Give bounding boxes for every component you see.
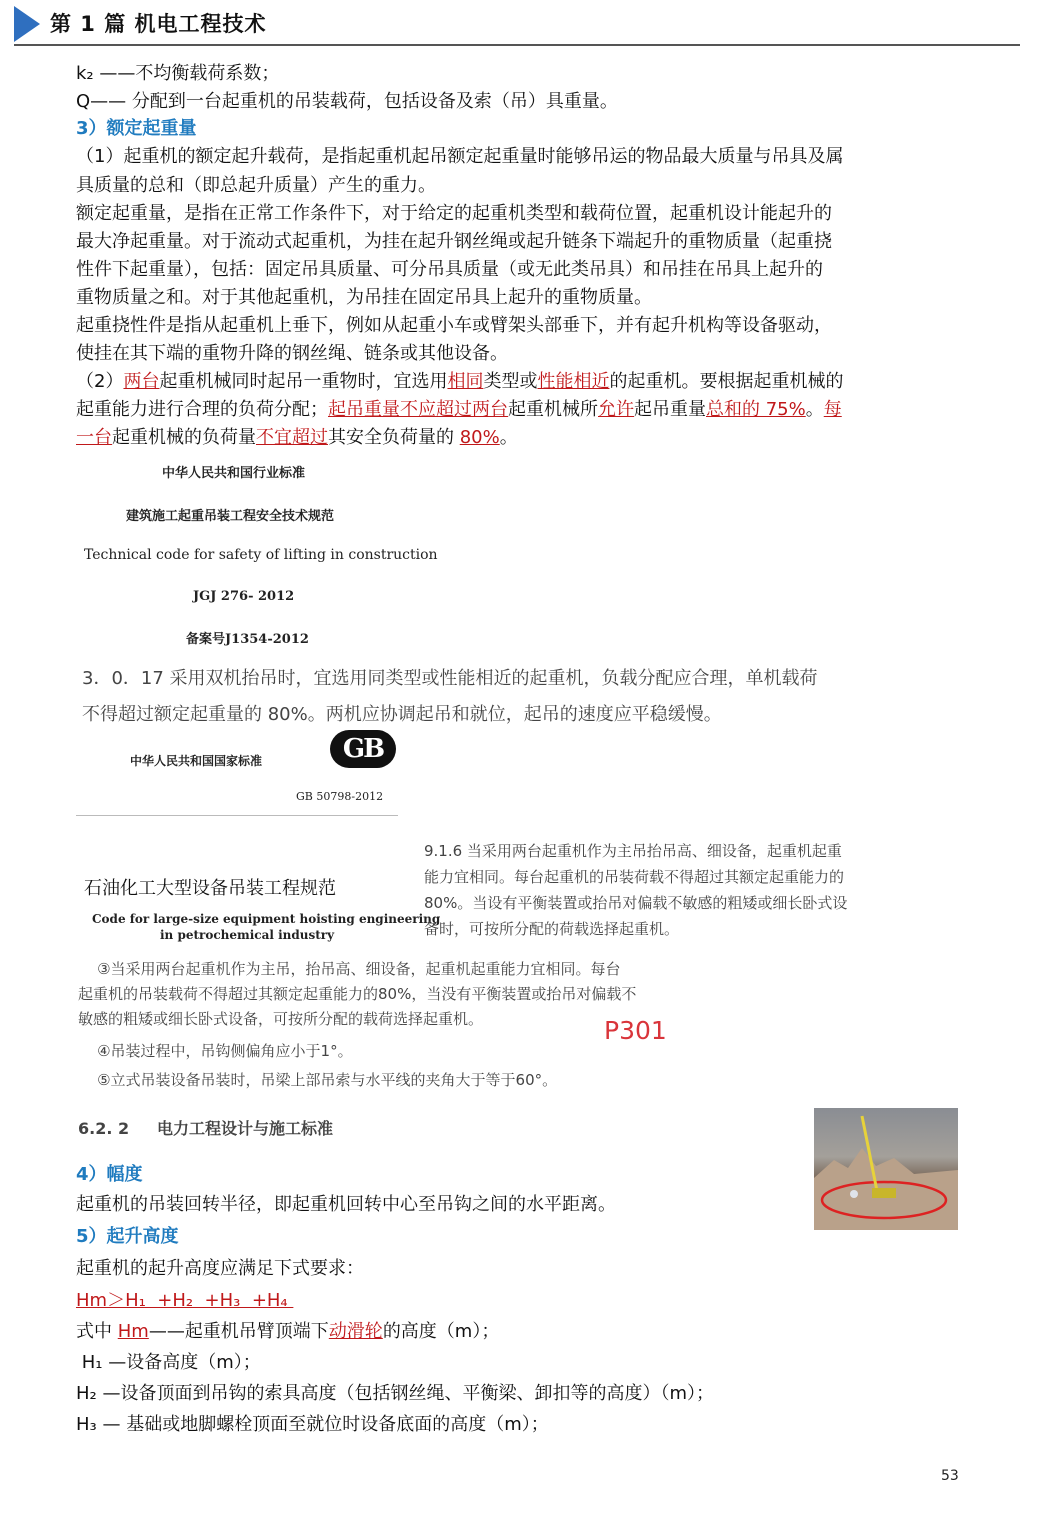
gb-logo: GB: [330, 730, 396, 768]
k2-definition: k₂ ——不均衡载荷系数；: [76, 63, 280, 84]
page-reference: P301: [604, 1016, 667, 1045]
paragraph-line: 重物质量之和。对于其他起重机，为吊挂在固定吊具上起升的重物质量。: [76, 287, 652, 308]
gb-english-title: in petrochemical industry: [160, 928, 335, 942]
formula-definition: 式中 Hm——起重机吊臂顶端下动滑轮的高度（m）；: [76, 1321, 500, 1342]
gb-divider: [76, 815, 398, 816]
book-excerpt-line: 敏感的粗矮或细长卧式设备，可按所分配的载荷选择起重机。: [78, 1010, 484, 1028]
lift-height-formula: Hm＞H₁ +H₂ +H₃ +H₄: [76, 1290, 294, 1311]
section-5-text: 起重机的起升高度应满足下式要求：: [76, 1258, 364, 1279]
paragraph-line: 使挂在其下端的重物升降的钢丝绳、链条或其他设备。: [76, 343, 508, 364]
highlight-text: 两台: [123, 371, 160, 392]
jgj-record-number: 备案号J1354-2012: [186, 632, 309, 647]
highlight-text: Hm: [117, 1321, 149, 1342]
jgj-title-1: 中华人民共和国行业标准: [162, 466, 306, 481]
section-3-title: 3）额定起重量: [76, 118, 197, 139]
paragraph-2-line-2: 起重能力进行合理的负荷分配；起吊重量不应超过两台起重机械所允许起吊重量总和的 75%。每: [76, 399, 842, 420]
paragraph-line: 额定起重量，是指在正常工作条件下，对于给定的起重机类型和载荷位置，起重机设计能起升的: [76, 203, 832, 224]
gb-english-title: Code for large-size equipment hoisting engineering: [92, 912, 441, 926]
highlight-text: 不宜超过: [256, 427, 328, 448]
highlight-text: 起吊重量不应超过两台: [328, 399, 508, 420]
paragraph-2-line-1: （2）两台起重机械同时起吊一重物时，宜选用相同类型或性能相近的起重机。要根据起重机械的: [76, 371, 844, 392]
gb-clause-line: 9.1.6 当采用两台起重机作为主吊抬吊高、细设备，起重机起重: [424, 842, 842, 860]
header-divider: [14, 44, 1020, 46]
highlight-text: 允许: [598, 399, 634, 420]
header-triangle-icon: [14, 6, 40, 42]
book-excerpt-line: 起重机的吊装载荷不得超过其额定起重能力的80%，当没有平衡装置或抬吊对偏载不: [78, 985, 637, 1003]
paragraph-line: 具质量的总和（即总起升质量）产生的重力。: [76, 175, 436, 196]
highlight-text: 总和的 75%: [706, 399, 806, 420]
gb-code: GB 50798-2012: [296, 790, 384, 803]
crane-image-icon: [814, 1108, 958, 1230]
highlight-text: 一台: [76, 427, 112, 448]
q-definition: Q—— 分配到一台起重机的吊装载荷，包括设备及索（吊）具重量。: [76, 91, 618, 112]
crane-photo: [814, 1108, 958, 1230]
section-5-title: 5）起升高度: [76, 1226, 179, 1247]
h3-definition: H₃ — 基础或地脚螺栓顶面至就位时设备底面的高度（m）；: [76, 1414, 549, 1435]
book-excerpt-line: ③当采用两台起重机作为主吊，抬吊高、细设备，起重机起重能力宜相同。每台: [78, 960, 621, 978]
gb-title: 中华人民共和国国家标准: [130, 754, 263, 768]
gb-clause-line: 备时，可按所分配的荷载选择起重机。: [424, 920, 680, 938]
highlight-text: 80%: [459, 427, 500, 448]
jgj-english-title: Technical code for safety of lifting in construction: [84, 547, 438, 563]
gb-clause-line: 80%。当设有平衡装置或抬吊对偏载不敏感的粗矮或细长卧式设: [424, 894, 848, 912]
gb-clause-line: 能力宜相同。每台起重机的吊装荷载不得超过其额定起重能力的: [424, 868, 845, 886]
book-excerpt-line: ④吊装过程中，吊钩侧偏角应小于1°。: [78, 1042, 353, 1060]
section-4-text: 起重机的吊装回转半径，即起重机回转中心至吊钩之间的水平距离。: [76, 1194, 616, 1215]
jgj-title-2: 建筑施工起重吊装工程安全技术规范: [126, 509, 335, 524]
gb-standard-name: 石油化工大型设备吊装工程规范: [84, 878, 336, 899]
paragraph-2-line-3: 一台起重机械的负荷量不宜超过其安全负荷量的 80%。: [76, 427, 518, 448]
jgj-clause-line: 3．0．17 采用双机抬吊时，宜选用同类型或性能相近的起重机，负载分配应合理，单机载荷: [82, 668, 818, 689]
page-number: 53: [941, 1468, 959, 1484]
h2-definition: H₂ —设备顶面到吊钩的索具高度（包括钢丝绳、平衡梁、卸扣等的高度）（m）；: [76, 1383, 715, 1404]
power-standard-title: 6.2. 2 电力工程设计与施工标准: [78, 1119, 333, 1138]
paragraph-line: 起重挠性件是指从起重机上垂下，例如从起重小车或臂架头部垂下，并有起升机构等设备驱动，: [76, 315, 832, 336]
page-header-title: 第 1 篇 机电工程技术: [50, 12, 267, 36]
highlight-text: 性能相近: [537, 371, 610, 392]
paragraph-line: 性件下起重量），包括：固定吊具质量、可分吊具质量（或无此类吊具）和吊挂在吊具上起升的: [76, 259, 823, 280]
h1-definition: H₁ —设备高度（m）；: [76, 1352, 261, 1373]
highlight-text: 相同: [447, 371, 484, 392]
section-4-title: 4）幅度: [76, 1164, 143, 1185]
paragraph-line: 最大净起重量。对于流动式起重机，为挂在起升钢丝绳或起升链条下端起升的重物质量（起重挠: [76, 231, 832, 252]
book-excerpt-line: ⑤立式吊装设备吊装时，吊梁上部吊索与水平线的夹角大于等于60°。: [78, 1071, 558, 1089]
highlight-text: 每: [823, 399, 842, 420]
jgj-code: JGJ 276- 2012: [193, 589, 295, 604]
paragraph-line: （1）起重机的额定起升载荷，是指起重机起吊额定起重量时能够吊运的物品最大质量与吊具及属: [76, 146, 844, 167]
highlight-text: 动滑轮: [328, 1321, 383, 1342]
jgj-clause-line: 不得超过额定起重量的 80%。两机应协调起吊和就位，起吊的速度应平稳缓慢。: [82, 704, 722, 725]
